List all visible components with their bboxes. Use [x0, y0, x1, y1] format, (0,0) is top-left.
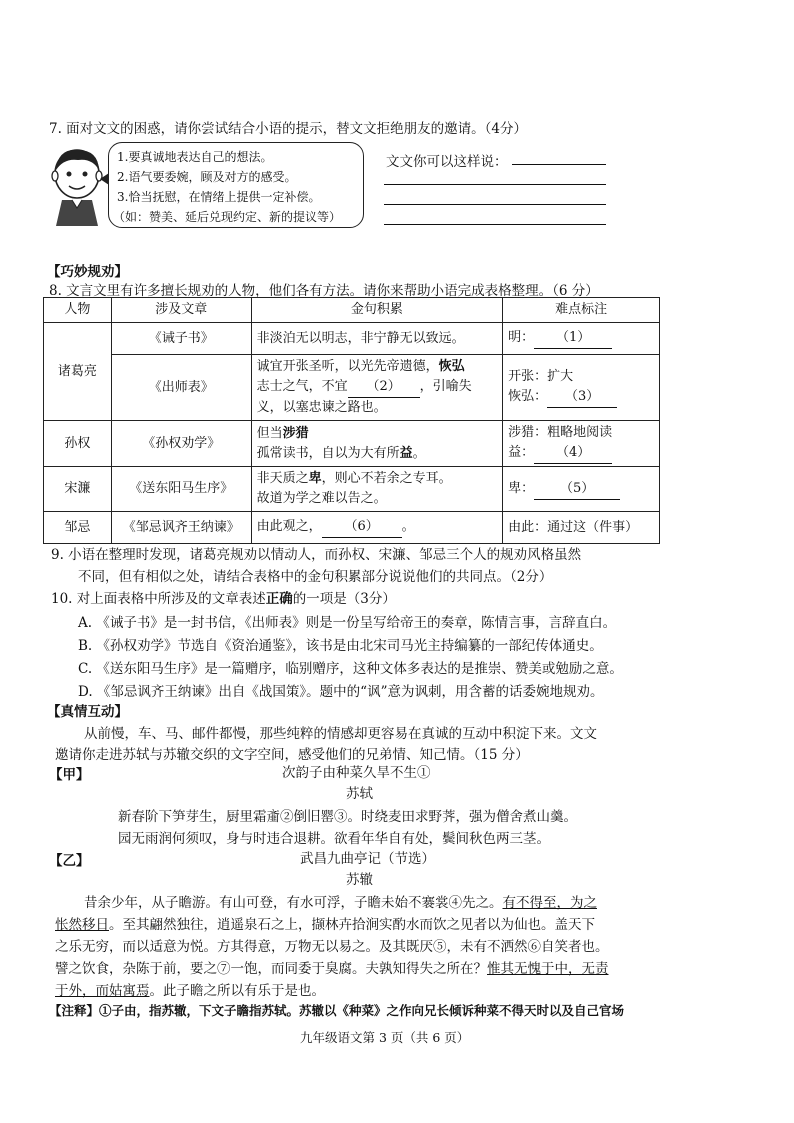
cell-quote: [251, 467, 503, 512]
tip-3: 3.恰当抚慰，在情绪上提供一定补偿。: [117, 190, 321, 204]
quote-bold: 卑: [308, 471, 322, 486]
quote-text: 故道为学之难以告之。: [256, 491, 387, 506]
cell-quote: [251, 421, 503, 467]
quote-bold: 益: [399, 445, 413, 461]
answer-prompt: 文文你可以这样说：: [386, 154, 508, 170]
jia-line-1: 新春阶下笋芽生，厨里霜齑②倒旧罂③。时绕麦田求野荠，强为僧舍煮山羹。: [118, 809, 577, 825]
yi-text: 昔余少年，从子瞻游。有山可登，有水可浮，子瞻未始不褰裳④先之。: [84, 895, 503, 911]
answer-line-3[interactable]: [384, 204, 606, 205]
table-row: [44, 323, 660, 355]
blank-6[interactable]: （6）: [322, 517, 402, 538]
cell-note: [503, 355, 660, 421]
yi-paragraph-line-3: 之乐无穷，而以适意为悦。方其得意，万物无以易之。及其既厌⑤，未有不洒然⑥自笑者也。: [55, 939, 609, 955]
header-article: 涉及文章: [111, 298, 251, 323]
blank-1[interactable]: （1）: [534, 328, 612, 349]
table-row: [44, 355, 660, 421]
cell-person-zouji: 邹忌: [44, 512, 112, 544]
yi-title: 武昌九曲亭记（节选）: [300, 851, 435, 867]
cell-note: 由此：通过这（件事）: [503, 512, 660, 544]
quote-text: 非天质之: [256, 471, 309, 486]
q9-line-1: 9. 小语在整理时发现，诸葛亮规劝以情动人，而孙权、宋濂、邹忌三个人的规劝风格虽然: [51, 547, 582, 563]
quote-text: 但当: [256, 425, 283, 441]
jia-title: 次韵子由种菜久旱不生①: [282, 765, 431, 781]
cell-note: [503, 467, 660, 512]
note-label: 益：: [508, 445, 535, 460]
note-label: 恢弘：: [508, 389, 548, 404]
cell-person-songlian: 宋濂: [44, 467, 112, 512]
yi-text: 。此子瞻之所以有乐于是也。: [149, 983, 325, 999]
note-text: 开张：扩大: [508, 369, 574, 384]
yi-paragraph-line-2: [55, 913, 595, 933]
intro-line-2: 邀请你走进苏轼与苏辙交织的文字空间，感受他们的兄弟情、知己情。（15 分）: [55, 747, 529, 763]
jia-line-2: 园无雨润何须叹，身与时违合退耕。欲看年华自有处，鬓间秋色两三茎。: [118, 831, 550, 847]
table-row: [44, 512, 660, 544]
cell-article: 《送东阳马生序》: [111, 467, 251, 512]
boy-illustration-icon: [48, 142, 106, 230]
q10-stem-text: 10. 对上面表格中所涉及的文章表述: [51, 591, 266, 607]
cell-note: [503, 421, 660, 467]
yi-text: 譬之饮食，杂陈于前，要之⑦一饱，而同委于臭腐。夫孰知得失之所在？: [55, 961, 487, 977]
annotation: [49, 1001, 624, 1019]
annotation-text: ①子由，指苏辙，下文子瞻指苏轼。苏辙以《种菜》之作向兄长倾诉种菜不得天时以及自己官场: [99, 1003, 625, 1018]
blank-2[interactable]: （2）: [348, 377, 420, 398]
intro-line-1: 从前慢，车、马、邮件都慢，那些纯粹的情感却更容易在真诚的互动中积淀下来。文文: [84, 726, 597, 742]
table-row: [44, 421, 660, 467]
yi-underlined-text: 有不得至，为之: [502, 895, 597, 911]
quote-bold: 恢弘: [438, 359, 465, 374]
quote-text: 。: [412, 445, 426, 461]
annotation-label: 【注释】: [49, 1003, 100, 1018]
cell-quote: 非淡泊无以明志，非宁静无以致远。: [251, 323, 503, 355]
quote-text: 诚宜开张圣听，以光先帝遗德，: [256, 359, 439, 374]
tip-4: （如：赞美、延后兑现约定、新的提议等）: [113, 210, 342, 224]
q10-option-c[interactable]: C. 《送东阳马生序》是一篇赠序，临别赠序，这种文体多表达的是推崇、赞美或勉励之意。: [78, 661, 623, 677]
note-text: 涉猎：粗略地阅读: [508, 425, 613, 440]
blank-5[interactable]: （5）: [534, 479, 620, 500]
cell-article: 《邹忌讽齐王纳谏》: [111, 512, 251, 544]
tips-bubble: [108, 142, 364, 228]
note-label: 明：: [508, 330, 535, 345]
q10-option-b[interactable]: B. 《孙权劝学》节选自《资治通鉴》，该书是由北宋司马光主持编纂的一部纪传体通史。: [78, 638, 603, 654]
q7-question: 7. 面对文文的困惑，请你尝试结合小语的提示，替文文拒绝朋友的邀请。（4分）: [49, 121, 528, 137]
answer-line-2[interactable]: [384, 184, 606, 185]
q8-table: [43, 297, 660, 544]
section-title-interaction: 【真情互动】: [47, 704, 128, 720]
header-note: 难点标注: [503, 298, 660, 323]
cell-article: 《孙权劝学》: [111, 421, 251, 467]
table-row: [44, 467, 660, 512]
yi-paragraph-line-1: [84, 891, 597, 911]
cell-article: 《出师表》: [111, 355, 251, 421]
q10-stem-bold: 正确: [265, 591, 293, 607]
q9-line-2: 不同，但有相似之处，请结合表格中的金句积累部分说说他们的共同点。（2分）: [78, 569, 553, 585]
table-header-row: [44, 298, 660, 323]
yi-underlined-text: 于外，而姑寓焉: [55, 983, 150, 999]
section-title-persuasion: 【巧妙规劝】: [47, 264, 128, 280]
cell-article: 《诫子书》: [111, 323, 251, 355]
yi-paragraph-line-5: [55, 979, 325, 999]
jia-label: 【甲】: [49, 767, 90, 783]
yi-paragraph-line-4: [55, 957, 609, 977]
tip-2: 2.语气要委婉，顾及对方的感受。: [117, 170, 297, 184]
yi-label: 【乙】: [49, 853, 90, 869]
note-label: 卑：: [508, 480, 535, 496]
jia-author: 苏轼: [346, 786, 373, 802]
yi-underlined-text: 惟其无愧于中，无责: [487, 961, 609, 977]
tip-1: 1.要真诚地表达自己的想法。: [117, 150, 273, 164]
answer-line-4[interactable]: [384, 224, 606, 225]
cell-quote: [251, 355, 503, 421]
q10-stem-text: 的一项是（3分）: [292, 591, 396, 607]
quote-text: 孤常读书，自以为大有所: [256, 445, 400, 461]
quote-text: 由此观之，: [256, 519, 322, 534]
cell-quote: [251, 512, 503, 544]
quote-text: ，引喻失义，以塞忠谏之路也。: [256, 379, 472, 415]
header-quote: 金句积累: [251, 298, 503, 323]
quote-text: 志士之气，不宜: [256, 379, 348, 394]
q10-stem: [51, 587, 396, 607]
quote-bold: 涉猎: [282, 425, 309, 441]
blank-3[interactable]: （3）: [547, 387, 617, 408]
blank-4[interactable]: （4）: [534, 443, 612, 464]
quote-text: ，则心不若余之专耳。: [321, 471, 452, 486]
cell-person-zhuge: 诸葛亮: [44, 323, 112, 421]
yi-author: 苏辙: [346, 872, 373, 888]
header-person: 人物: [44, 298, 112, 323]
q10-option-a[interactable]: A. 《诫子书》是一封书信，《出师表》则是一份呈写给帝王的奏章，陈情言事，言辞直白。: [78, 615, 617, 631]
page-footer: 九年级语文第 3 页（共 6 页）: [300, 1030, 470, 1045]
cell-person-sunquan: 孙权: [44, 421, 112, 467]
cell-note: [503, 323, 660, 355]
q10-option-d[interactable]: D. 《邹忌讽齐王纳谏》出自《战国策》。题中的“讽”意为讽刺，用含蓄的话委婉地规劝。: [78, 684, 604, 700]
answer-line-1[interactable]: [512, 164, 606, 165]
yi-underlined-text: 怅然移日: [55, 917, 109, 933]
q8-question: 8. 文言文里有许多擅长规劝的人物，他们各有方法。请你来帮助小语完成表格整理。（6 分）: [49, 283, 599, 299]
quote-text: 。: [401, 519, 415, 534]
yi-text: 。至其翩然独往，逍遥泉石之上，撷林卉拾涧实酌水而饮之见者以为仙也。盖天下: [109, 917, 595, 933]
